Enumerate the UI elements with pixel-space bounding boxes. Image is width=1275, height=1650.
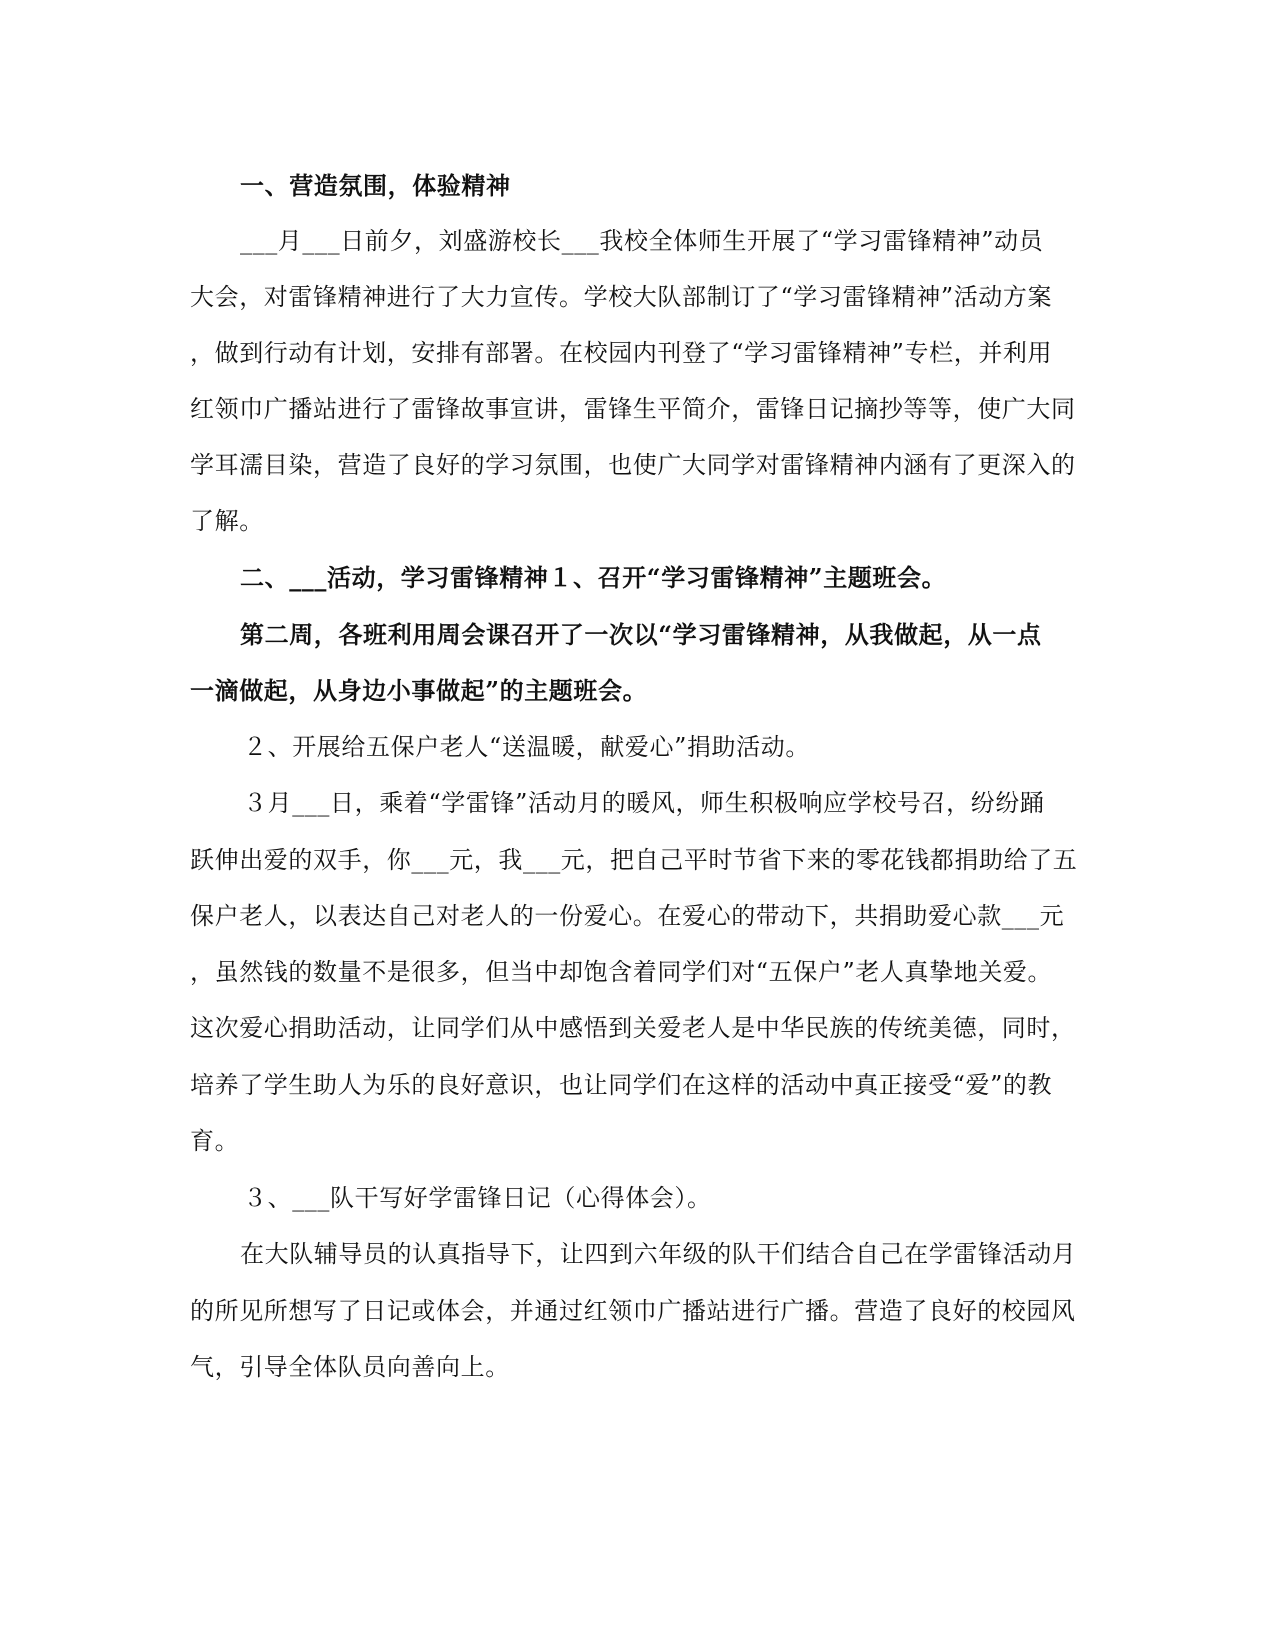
paragraph-line: ，虽然钱的数量不是很多，但当中却饱含着同学们对“五保户”老人真挚地关爱。 bbox=[190, 958, 1053, 986]
paragraph-line: 育。 bbox=[190, 1127, 240, 1155]
paragraph-line: ___月___日前夕，刘盛游校长___我校全体师生开展了“学习雷锋精神”动员 bbox=[240, 227, 1044, 255]
paragraph-line: ３月___日，乘着“学雷锋”活动月的暖风，师生积极响应学校号召，纷纷踊 bbox=[243, 789, 1045, 817]
paragraph-line: 了解。 bbox=[190, 507, 264, 535]
paragraph-line: ，做到行动有计划，安排有部署。在校园内刊登了“学习雷锋精神”专栏，并利用 bbox=[190, 339, 1053, 367]
paragraph-line: 跃伸出爱的双手，你___元，我___元，把自己平时节省下来的零花钱都捐助给了五 bbox=[190, 846, 1078, 874]
paragraph-line: 学耳濡目染，营造了良好的学习氛围，也使广大同学对雷锋精神内涵有了更深入的 bbox=[190, 451, 1076, 479]
paragraph-line: 红领巾广播站进行了雷锋故事宣讲，雷锋生平简介，雷锋日记摘抄等等，使广大同 bbox=[190, 395, 1076, 423]
subsection-heading: ３、___队干写好学雷锋日记（心得体会）。 bbox=[243, 1184, 712, 1212]
paragraph-line: 培养了学生助人为乐的良好意识，也让同学们在这样的活动中真正接受“爱”的教 bbox=[190, 1071, 1053, 1099]
section-heading-1: 一、营造氛围，体验精神 bbox=[240, 171, 511, 200]
paragraph-line: 这次爱心捐助活动，让同学们从中感悟到关爱老人是中华民族的传统美德，同时， bbox=[190, 1014, 1076, 1042]
subsection-heading: ２、开展给五保户老人“送温暖，献爱心”捐助活动。 bbox=[243, 733, 810, 761]
paragraph-line: 气，引导全体队员向善向上。 bbox=[190, 1353, 510, 1381]
paragraph-line: 一滴做起，从身边小事做起”的主题班会。 bbox=[190, 676, 648, 705]
section-heading-2: 二、___活动，学习雷锋精神１、召开“学习雷锋精神”主题班会。 bbox=[240, 563, 947, 592]
paragraph-line: 保户老人，以表达自己对老人的一份爱心。在爱心的带动下，共捐助爱心款___元 bbox=[190, 902, 1065, 930]
paragraph-line: 的所见所想写了日记或体会，并通过红领巾广播站进行广播。营造了良好的校园风 bbox=[190, 1297, 1076, 1325]
paragraph-line: 第二周，各班利用周会课召开了一次以“学习雷锋精神，从我做起，从一点 bbox=[240, 620, 1042, 649]
paragraph-line: 在大队辅导员的认真指导下，让四到六年级的队干们结合自己在学雷锋活动月 bbox=[240, 1240, 1077, 1268]
paragraph-line: 大会，对雷锋精神进行了大力宣传。学校大队部制订了“学习雷锋精神”活动方案 bbox=[190, 283, 1053, 311]
